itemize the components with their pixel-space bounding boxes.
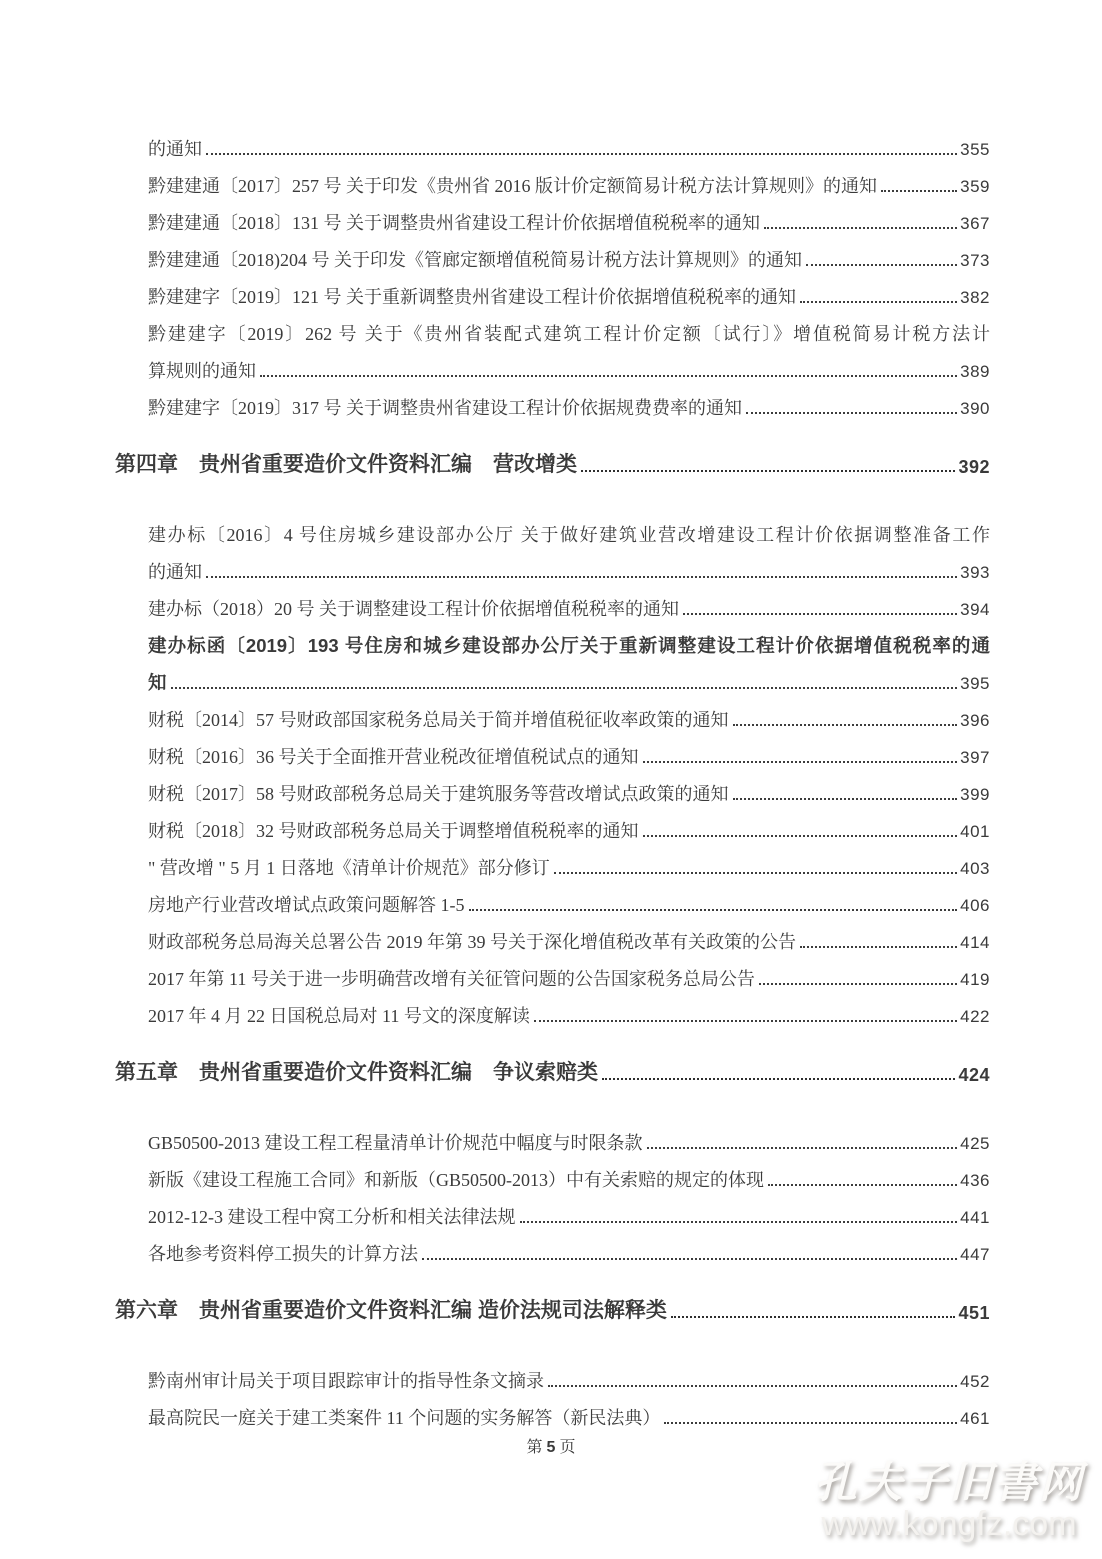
dot-leader	[806, 264, 957, 266]
toc-entry-title: 建办标函〔2019〕193 号住房和城乡建设部办公厅关于重新调整建设工程计价依据增值税税率的通	[148, 634, 990, 656]
toc-row	[115, 345, 990, 382]
dot-leader	[647, 1147, 958, 1149]
toc-row	[115, 916, 990, 953]
dot-leader	[881, 190, 957, 192]
toc-row	[115, 271, 990, 308]
dot-leader	[671, 1316, 956, 1318]
toc-page-number: 424	[958, 1064, 990, 1085]
dot-leader	[768, 1184, 957, 1186]
dot-leader	[581, 470, 955, 472]
dot-leader	[260, 375, 957, 377]
toc-page-number: 373	[960, 250, 990, 270]
toc-page-number: 395	[960, 673, 990, 693]
toc-entry-title: 的通知	[148, 138, 202, 159]
toc-entry-title: 黔南州审计局关于项目跟踪审计的指导性条文摘录	[148, 1370, 544, 1391]
dot-leader	[206, 153, 957, 155]
footer-suffix: 页	[559, 1439, 576, 1456]
toc-page-number: 406	[960, 895, 990, 915]
toc-row	[115, 308, 990, 345]
watermark-site-name: 孔夫子旧書网	[814, 1460, 1084, 1507]
table-of-contents	[115, 123, 990, 1429]
toc-page-number: 397	[960, 747, 990, 767]
toc-entry-title: 建办标〔2016〕4 号住房城乡建设部办公厅 关于做好建筑业营改增建设工程计价依据调整准备工作	[148, 524, 990, 545]
toc-row	[115, 620, 990, 657]
toc-row	[115, 731, 990, 768]
toc-entry-title: 黔建建字〔2019〕121 号 关于重新调整贵州省建设工程计价依据增值税税率的通知	[148, 286, 796, 307]
footer-page-number: 5	[546, 1439, 556, 1456]
dot-leader	[643, 761, 958, 763]
footer-prefix: 第	[526, 1439, 543, 1456]
toc-page-number: 425	[960, 1133, 990, 1153]
toc-row	[115, 768, 990, 805]
toc-row	[115, 546, 990, 583]
toc-page-number: 452	[960, 1371, 990, 1391]
toc-page-number: 414	[960, 932, 990, 952]
dot-leader	[422, 1258, 957, 1260]
toc-entry-title: 知	[148, 671, 167, 693]
toc-page-number: 441	[960, 1207, 990, 1227]
toc-page-number: 419	[960, 969, 990, 989]
toc-entry-title: 各地参考资料停工损失的计算方法	[148, 1243, 418, 1264]
toc-entry-title: 的通知	[148, 561, 202, 582]
toc-entry-title: 新版《建设工程施工合同》和新版（GB50500-2013）中有关索赔的规定的体现	[148, 1169, 764, 1190]
dot-leader	[683, 613, 957, 615]
toc-page-number: 382	[960, 287, 990, 307]
toc-entry-title: 建办标（2018）20 号 关于调整建设工程计价依据增值税税率的通知	[148, 598, 679, 619]
dot-leader	[534, 1020, 957, 1022]
toc-row	[115, 160, 990, 197]
dot-leader	[548, 1385, 957, 1387]
dot-leader	[554, 872, 957, 874]
toc-page-number: 436	[960, 1170, 990, 1190]
toc-page-number: 390	[960, 398, 990, 418]
toc-row	[115, 509, 990, 546]
toc-row	[115, 694, 990, 731]
toc-row	[115, 657, 990, 694]
toc-entry-title: 房地产行业营改增试点政策问题解答 1-5	[148, 894, 465, 915]
dot-leader	[171, 687, 958, 689]
toc-page-number: 447	[960, 1244, 990, 1264]
toc-entry-title: 第四章 贵州省重要造价文件资料汇编 营改增类	[115, 452, 577, 476]
toc-page-number: 394	[960, 599, 990, 619]
toc-row	[115, 123, 990, 160]
dot-leader	[643, 835, 958, 837]
toc-entry-title: 黔建建通〔2018〕131 号 关于调整贵州省建设工程计价依据增值税税率的通知	[148, 212, 760, 233]
dot-leader	[664, 1422, 957, 1424]
watermark	[804, 1462, 1094, 1541]
dot-leader	[759, 983, 957, 985]
toc-page-number: 403	[960, 858, 990, 878]
toc-entry-title: 黔建建通〔2018)204 号 关于印发《管廊定额增值税简易计税方法计算规则》的通知	[148, 249, 802, 270]
toc-page-number: 393	[960, 562, 990, 582]
dot-leader	[733, 724, 958, 726]
watermark-site-url: www.kongfz.com	[821, 1505, 1077, 1543]
toc-row	[115, 234, 990, 271]
toc-row	[115, 805, 990, 842]
dot-leader	[800, 301, 957, 303]
toc-entry-title: 黔建建字〔2019〕317 号 关于调整贵州省建设工程计价依据规费费率的通知	[148, 397, 742, 418]
toc-entry-title: " 营改增 " 5 月 1 日落地《清单计价规范》部分修订	[148, 857, 550, 878]
toc-entry-title: 财税〔2017〕58 号财政部税务总局关于建筑服务等营改增试点政策的通知	[148, 783, 729, 804]
page-footer	[0, 1434, 1102, 1457]
toc-entry-title: 黔建建字〔2019〕262 号 关于《贵州省装配式建筑工程计价定额〔试行〕》增值税简易计税方法计	[148, 323, 990, 344]
toc-row	[115, 842, 990, 879]
toc-entry-title: 第六章 贵州省重要造价文件资料汇编 造价法规司法解释类	[115, 1298, 667, 1322]
dot-leader	[469, 909, 958, 911]
toc-row	[115, 1154, 990, 1191]
toc-page-number: 355	[960, 139, 990, 159]
toc-entry-title: 最高院民一庭关于建工类案件 11 个问题的实务解答（新民法典）	[148, 1407, 661, 1428]
toc-row	[115, 382, 990, 419]
toc-row	[115, 879, 990, 916]
toc-page-number: 359	[960, 176, 990, 196]
toc-entry-title: 2017 年第 11 号关于进一步明确营改增有关征管问题的公告国家税务总局公告	[148, 968, 755, 989]
chapter-heading	[115, 1046, 990, 1086]
dot-leader	[764, 227, 957, 229]
toc-page-number: 422	[960, 1006, 990, 1026]
toc-row	[115, 1355, 990, 1392]
toc-row	[115, 197, 990, 234]
toc-page-number: 399	[960, 784, 990, 804]
toc-entry-title: 2017 年 4 月 22 日国税总局对 11 号文的深度解读	[148, 1005, 530, 1026]
toc-entry-title: 财政部税务总局海关总署公告 2019 年第 39 号关于深化增值税改革有关政策的公告	[148, 931, 796, 952]
toc-page-number: 396	[960, 710, 990, 730]
toc-entry-title: 财税〔2014〕57 号财政部国家税务总局关于简并增值税征收率政策的通知	[148, 709, 729, 730]
chapter-heading	[115, 1284, 990, 1324]
toc-row	[115, 1228, 990, 1265]
toc-page-number: 367	[960, 213, 990, 233]
dot-leader	[800, 946, 957, 948]
toc-entry-title: 第五章 贵州省重要造价文件资料汇编 争议索赔类	[115, 1060, 598, 1084]
toc-page-number: 451	[958, 1302, 990, 1323]
toc-page-number: 461	[960, 1408, 990, 1428]
dot-leader	[733, 798, 958, 800]
dot-leader	[746, 412, 957, 414]
dot-leader	[206, 576, 957, 578]
toc-page-number: 392	[958, 456, 990, 477]
toc-page-number: 401	[960, 821, 990, 841]
chapter-heading	[115, 438, 990, 478]
toc-row	[115, 953, 990, 990]
toc-row	[115, 583, 990, 620]
toc-entry-title: 财税〔2016〕36 号关于全面推开营业税改征增值税试点的通知	[148, 746, 639, 767]
toc-entry-title: 财税〔2018〕32 号财政部税务总局关于调整增值税税率的通知	[148, 820, 639, 841]
toc-row	[115, 1191, 990, 1228]
toc-row	[115, 1392, 990, 1429]
toc-entry-title: GB50500-2013 建设工程工程量清单计价规范中幅度与时限条款	[148, 1132, 643, 1153]
toc-page-number: 389	[960, 361, 990, 381]
toc-row	[115, 990, 990, 1027]
dot-leader	[520, 1221, 958, 1223]
toc-entry-title: 黔建建通〔2017〕257 号 关于印发《贵州省 2016 版计价定额简易计税方法计算规则》的通知	[148, 175, 877, 196]
toc-entry-title: 算规则的通知	[148, 360, 256, 381]
dot-leader	[602, 1078, 955, 1080]
toc-row	[115, 1117, 990, 1154]
toc-entry-title: 2012-12-3 建设工程中窝工分析和相关法律法规	[148, 1206, 516, 1227]
